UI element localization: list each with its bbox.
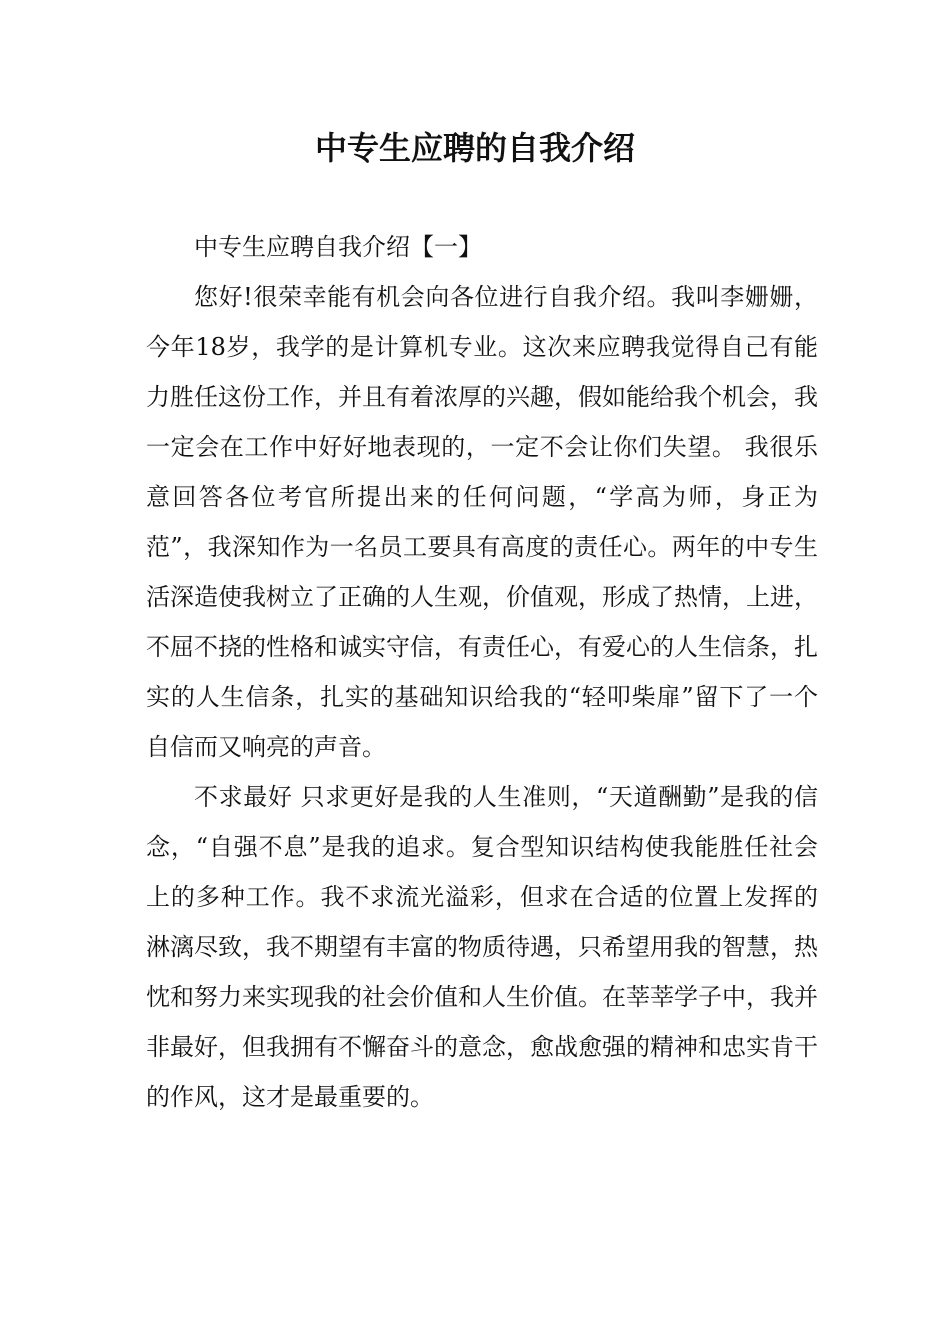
- section-heading: 中专生应聘自我介绍【一】: [194, 233, 482, 261]
- paragraph-1: 您好!很荣幸能有机会向各位进行自我介绍。我叫李姗姗，今年18岁，我学的是计算机专业。这次来应聘我觉得自己有能力胜任这份工作，并且有着浓厚的兴趣，假如能给我个机会，我一定会在工作中好好地表现的，一定不会让你们失望。 我很乐意回答各位考官所提出来的任何问题，“学高为师，身正为范”，我深知作为一名员工要具有高度的责任心。两年的中专生活深造使我树立了正确的人生观，价值观，形成了热情，上进，不屈不挠的性格和诚实守信，有责任心，有爱心的人生信条，扎实的人生信条，扎实的基础知识给我的“轻叩柴扉”留下了一个自信而又响亮的声音。: [146, 283, 818, 761]
- document-body: [146, 222, 818, 1122]
- paragraph-2: 不求最好 只求更好是我的人生准则，“天道酬勤”是我的信念，“自强不息”是我的追求。复合型知识结构使我能胜任社会上的多种工作。我不求流光溢彩，但求在合适的位置上发挥的 淋漓尽致，我不期望有丰富的物质待遇，只希望用我的智慧，热忱和努力来实现我的社会价值和人生价值。在莘莘学子中，我并非最好，但我拥有不懈奋斗的意念，愈战愈强的精神和忠实肯干的作风，这才是最重要的。: [146, 783, 818, 1111]
- document-title: 中专生应聘的自我介绍: [314, 129, 635, 167]
